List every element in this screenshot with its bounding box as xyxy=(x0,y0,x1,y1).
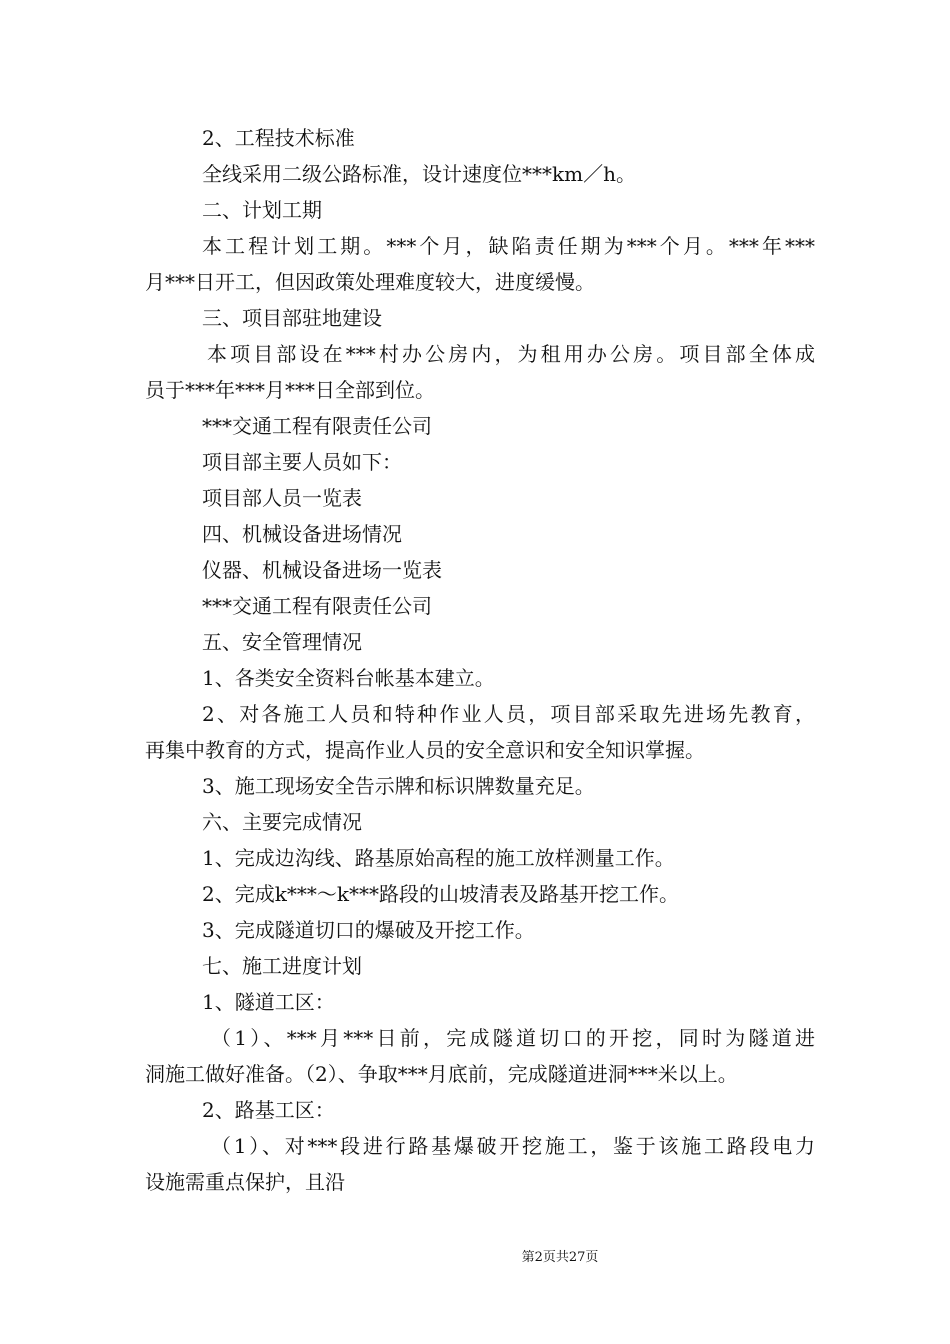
subheading-tunnel-zone: 1、隧道工区： xyxy=(202,990,335,1014)
company-name: ***交通工程有限责任公司 xyxy=(202,414,432,438)
list-item: 2、对各施工人员和特种作业人员，项目部采取先进场先教育， xyxy=(202,702,815,726)
paragraph-line: 本项目部设在***村办公房内，为租用办公房。项目部全体成 xyxy=(207,342,815,366)
subheading-technical-standard: 2、工程技术标准 xyxy=(202,126,355,150)
page-number-footer: 第2页共27页 xyxy=(521,1250,599,1265)
subheading-roadbed-zone: 2、路基工区： xyxy=(202,1098,335,1122)
paragraph-line: 设施需重点保护，且沿 xyxy=(145,1170,345,1194)
paragraph-line: 洞施工做好准备。（2）、争取***月底前，完成隧道进洞***米以上。 xyxy=(145,1062,738,1086)
paragraph-line: 月***日开工，但因政策处理难度较大，进度缓慢。 xyxy=(145,270,595,294)
paragraph-line: 再集中教育的方式，提高作业人员的安全意识和安全知识掌握。 xyxy=(145,738,705,762)
section-heading-progress-plan: 七、施工进度计划 xyxy=(202,954,362,978)
list-item: 3、施工现场安全告示牌和标识牌数量充足。 xyxy=(202,774,595,798)
section-heading-site-office: 三、项目部驻地建设 xyxy=(202,306,382,330)
paragraph-line: 全线采用二级公路标准，设计速度位***km／h。 xyxy=(202,162,636,186)
paragraph-line: 本工程计划工期。***个月，缺陷责任期为***个月。***年*** xyxy=(202,234,815,258)
list-item: （1）、***月***日前，完成隧道切口的开挖，同时为隧道进 xyxy=(211,1026,815,1050)
table-caption-personnel: 项目部人员一览表 xyxy=(202,486,362,510)
section-heading-equipment: 四、机械设备进场情况 xyxy=(202,522,402,546)
list-item: （1）、对***段进行路基爆破开挖施工，鉴于该施工路段电力 xyxy=(211,1134,815,1158)
list-item: 1、各类安全资料台帐基本建立。 xyxy=(202,666,495,690)
list-item: 3、完成隧道切口的爆破及开挖工作。 xyxy=(202,918,535,942)
paragraph-line: 员于***年***月***日全部到位。 xyxy=(145,378,435,402)
section-heading-completion: 六、主要完成情况 xyxy=(202,810,362,834)
list-item: 2、完成k***～k***路段的山坡清表及路基开挖工作。 xyxy=(202,882,679,906)
document-body xyxy=(145,120,815,1200)
company-name: ***交通工程有限责任公司 xyxy=(202,594,432,618)
table-caption-equipment: 仪器、机械设备进场一览表 xyxy=(202,558,442,582)
section-heading-safety: 五、安全管理情况 xyxy=(202,630,362,654)
section-heading-schedule: 二、计划工期 xyxy=(202,198,322,222)
list-item: 1、完成边沟线、路基原始高程的施工放样测量工作。 xyxy=(202,846,675,870)
paragraph-line: 项目部主要人员如下： xyxy=(202,450,402,474)
